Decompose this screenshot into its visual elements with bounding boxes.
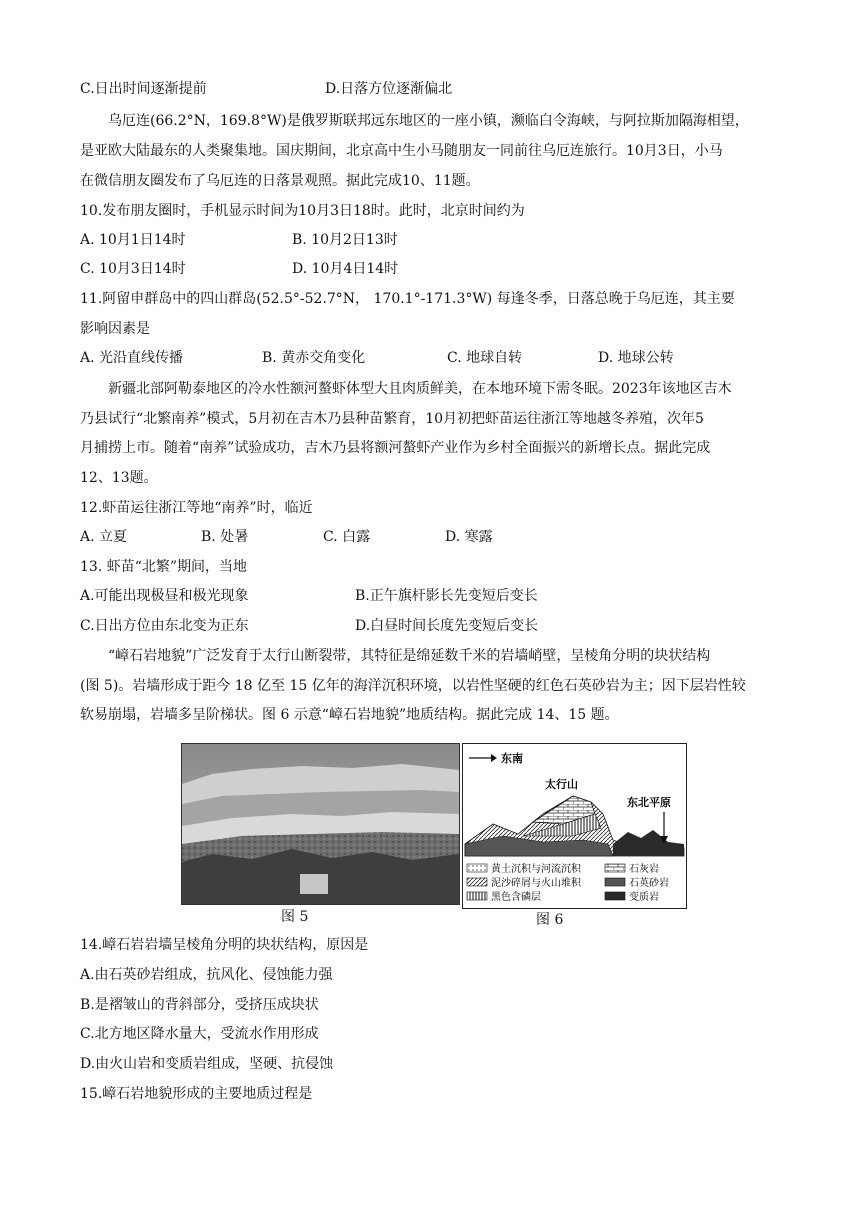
q11-option-b: B. 黄赤交角变化: [262, 350, 366, 366]
passage2-line4: 12、13题。: [80, 470, 158, 486]
q13-option-d: D.白昼时间长度先变短后变长: [355, 618, 539, 634]
label-taihang: 太行山: [545, 778, 578, 791]
q13-stem: 13. 虾苗“北繁”期间，当地: [80, 559, 248, 575]
passage2-line3: 月捕捞上市。随着“南养”试验成功，吉木乃县将额河螯虾产业作为乡村全面振兴的新增长点。据此完成: [80, 440, 711, 456]
q14-option-b: B.是褶皱山的背斜部分，受挤压成块状: [80, 997, 319, 1013]
q11-option-a: A. 光沿直线传播: [80, 350, 184, 366]
layer-metamorphic: [613, 830, 684, 856]
q10-option-a: A. 10月1日14时: [80, 232, 186, 248]
direction-arrow-head: [491, 754, 497, 762]
legend-volcanic: 泥沙碎屑与火山堆积: [491, 878, 581, 889]
legend-limestone: 石灰岩: [629, 864, 659, 875]
q10-option-d: D. 10月4日14时: [292, 261, 399, 277]
q12-option-d: D. 寒露: [445, 529, 493, 545]
passage1-line3: 在微信朋友圈发布了乌厄连的日落景观照。据此完成10、11题。: [80, 173, 480, 189]
q14-option-d: D.由火山岩和变质岩组成，坚硬、抗侵蚀: [80, 1056, 334, 1072]
passage1-line2: 是亚欧大陆最东的人类聚集地。国庆期间，北京高中生小马随朋友一同前往乌厄连旅行。10月3日，小马: [80, 143, 723, 159]
q12-option-c: C. 白露: [323, 529, 371, 545]
q14-option-a: A.由石英砂岩组成，抗风化、侵蚀能力强: [80, 967, 333, 983]
legend-swatch-quartz: [605, 878, 625, 886]
q11-option-c: C. 地球自转: [447, 350, 523, 366]
geological-cross-section: [463, 744, 686, 908]
legend-phosphorus: 黑色含磷层: [491, 892, 541, 903]
passage3-line3: 软易崩塌，岩墙多呈阶梯状。图 6 示意“嶂石岩地貌”地质结构。据此完成 14、15 题。: [80, 707, 619, 723]
q9-option-c: C.日出时间逐渐提前: [80, 81, 207, 97]
legend-swatch-limestone: [605, 864, 625, 872]
legend-loess: 黄土沉积与河流沉积: [491, 864, 581, 875]
q13-option-b: B.正午旗杆影长先变短后变长: [355, 588, 538, 604]
q10-option-c: C. 10月3日14时: [80, 261, 186, 277]
legend-quartz: 石英砂岩: [629, 878, 669, 889]
q15-stem: 15.嶂石岩地貌形成的主要地质过程是: [80, 1086, 313, 1102]
q11-stem-line2: 影响因素是: [80, 321, 150, 337]
passage2-line2: 乃县试行“北繁南养”模式，5月初在吉木乃县种苗繁育，10月初把虾苗运往浙江等地越冬养殖，次年5: [80, 411, 704, 427]
q12-stem: 12.虾苗运往浙江等地“南养”时，临近: [80, 500, 313, 516]
legend-metamorphic: 变质岩: [629, 892, 659, 903]
legend-swatch-metamorphic: [605, 892, 625, 900]
q10-stem: 10.发布朋友圈时，手机显示时间为10月3日18时。此时，北京时间约为: [80, 203, 525, 219]
legend-swatch-loess: [467, 864, 487, 872]
figure-5-caption: 图 5: [281, 909, 309, 925]
direction-label: 东南: [501, 752, 523, 765]
figure-5-photo: [181, 743, 460, 905]
label-northeast-plain: 东北平原: [627, 796, 671, 809]
q10-option-b: B. 10月2日13时: [292, 232, 398, 248]
cliff-photo-illustration: [182, 744, 459, 904]
legend-swatch-phosphorus: [467, 892, 487, 900]
legend-swatch-volcanic: [467, 878, 487, 886]
q14-stem: 14.嶂石岩岩墙呈棱角分明的块状结构，原因是: [80, 937, 369, 953]
passage3-line1: “嶂石岩地貌”广泛发育于太行山断裂带，其特征是绵延数千米的岩墙峭壁，呈棱角分明的块状结构: [108, 648, 711, 664]
q11-option-d: D. 地球公转: [598, 350, 674, 366]
passage2-line1: 新疆北部阿勒泰地区的冷水性额河螯虾体型大且肉质鲜美，在本地环境下需冬眠。2023年该地区吉木: [108, 381, 732, 397]
q13-option-a: A.可能出现极昼和极光现象: [80, 588, 249, 604]
passage1-line1: 乌厄连(66.2°N，169.8°W)是俄罗斯联邦远东地区的一座小镇，濒临白令海峡，与阿拉斯加隔海相望，: [108, 113, 749, 129]
q9-option-d: D.日落方位逐渐偏北: [325, 81, 453, 97]
q12-option-a: A. 立夏: [80, 529, 128, 545]
q11-stem-line1: 11.阿留申群岛中的四山群岛(52.5°-52.7°N， 170.1°-171.3°W) 每逢冬季，日落总晚于乌厄连，其主要: [80, 291, 735, 307]
q13-option-c: C.日出方位由东北变为正东: [80, 618, 249, 634]
q12-option-b: B. 处暑: [201, 529, 249, 545]
figure-6-diagram: [462, 743, 687, 909]
figure-6-caption: 图 6: [536, 912, 564, 928]
q14-option-c: C.北方地区降水量大，受流水作用形成: [80, 1026, 319, 1042]
passage3-line2: (图 5)。岩墙形成于距今 18 亿至 15 亿年的海洋沉积环境，以岩性坚硬的红色石英砂岩为主；因下层岩性较: [80, 678, 746, 694]
